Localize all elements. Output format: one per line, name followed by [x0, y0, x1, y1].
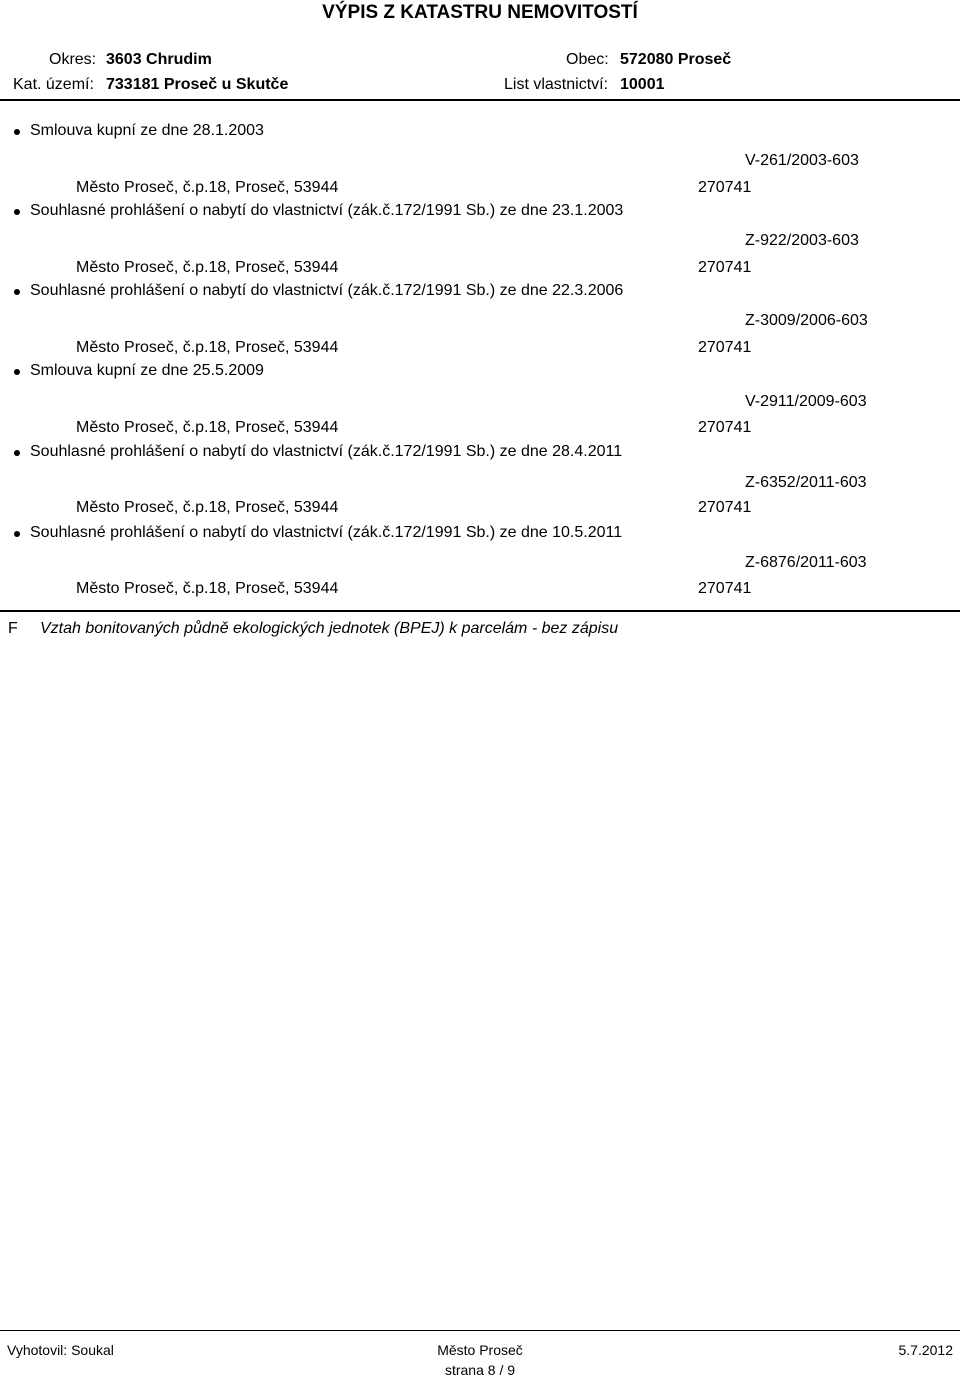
list-vlastnictvi-value: 10001 [620, 76, 665, 93]
document-title: Smlouva kupní ze dne 25.5.2009 [30, 362, 264, 379]
document-title: Smlouva kupní ze dne 28.1.2003 [30, 122, 264, 139]
proceeding-code: Z-6352/2011-603 [745, 474, 867, 491]
list-vlastnictvi-label: List vlastnictví: [504, 76, 609, 93]
bullet-icon [14, 129, 20, 135]
section-letter: F [8, 620, 18, 637]
owner-id: 270741 [698, 259, 752, 276]
proceeding-code: V-2911/2009-603 [745, 393, 867, 410]
footer-author: Vyhotovil: Soukal [7, 1342, 114, 1358]
bullet-icon [14, 450, 20, 456]
proceeding-code: Z-3009/2006-603 [745, 312, 868, 329]
owner-address: Město Proseč, č.p.18, Proseč, 53944 [76, 259, 339, 276]
document-title: Souhlasné prohlášení o nabytí do vlastnictví (zák.č.172/1991 Sb.) ze dne 22.3.2006 [30, 282, 624, 299]
proceeding-code: Z-6876/2011-603 [745, 554, 867, 571]
obec-label: Obec: [566, 51, 609, 68]
owner-id: 270741 [698, 339, 752, 356]
header-divider [0, 99, 960, 101]
okres-value: 3603 Chrudim [106, 51, 212, 68]
footer-office: Město Proseč [437, 1342, 523, 1358]
owner-id: 270741 [698, 179, 752, 196]
proceeding-code: Z-922/2003-603 [745, 232, 859, 249]
bullet-icon [14, 531, 20, 537]
bullet-icon [14, 209, 20, 215]
page-number: strana 8 / 9 [444, 1362, 516, 1378]
okres-label: Okres: [49, 51, 97, 68]
owner-address: Město Proseč, č.p.18, Proseč, 53944 [76, 339, 339, 356]
bullet-icon [14, 369, 20, 375]
owner-address: Město Proseč, č.p.18, Proseč, 53944 [76, 580, 339, 597]
owner-id: 270741 [698, 419, 752, 436]
proceeding-code: V-261/2003-603 [745, 152, 859, 169]
kat-uzemi-label: Kat. území: [13, 76, 94, 93]
document-title: Souhlasné prohlášení o nabytí do vlastnictví (zák.č.172/1991 Sb.) ze dne 23.1.2003 [30, 202, 624, 219]
footer-date: 5.7.2012 [898, 1342, 953, 1358]
owner-address: Město Proseč, č.p.18, Proseč, 53944 [76, 499, 339, 516]
section-divider [0, 610, 960, 612]
owner-address: Město Proseč, č.p.18, Proseč, 53944 [76, 179, 339, 196]
bullet-icon [14, 289, 20, 295]
owner-address: Město Proseč, č.p.18, Proseč, 53944 [76, 419, 339, 436]
document-title: Souhlasné prohlášení o nabytí do vlastnictví (zák.č.172/1991 Sb.) ze dne 10.5.2011 [30, 524, 623, 541]
page-title: VÝPIS Z KATASTRU NEMOVITOSTÍ [322, 2, 638, 23]
obec-value: 572080 Proseč [620, 51, 732, 68]
owner-id: 270741 [698, 499, 752, 516]
footer-divider [0, 1330, 960, 1331]
owner-id: 270741 [698, 580, 752, 597]
document-title: Souhlasné prohlášení o nabytí do vlastnictví (zák.č.172/1991 Sb.) ze dne 28.4.2011 [30, 443, 623, 460]
kat-uzemi-value: 733181 Proseč u Skutče [106, 76, 289, 93]
section-f-text: Vztah bonitovaných půdně ekologických jednotek (BPEJ) k parcelám - bez zápisu [40, 620, 619, 637]
